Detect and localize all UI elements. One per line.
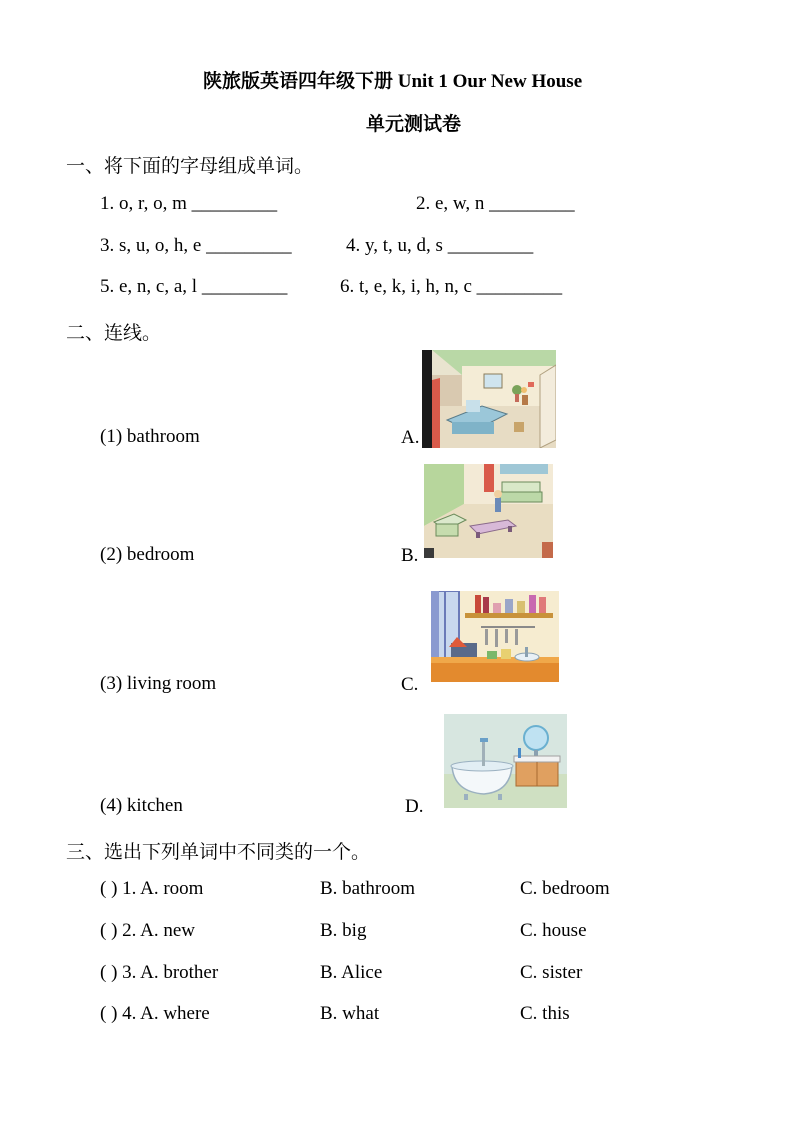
- choice-q4-c: C. this: [520, 1003, 570, 1024]
- section-1-heading: 一、将下面的字母组成单词。: [66, 156, 314, 177]
- match-letter-a: A.: [401, 427, 420, 448]
- match-letter-c: C.: [401, 674, 419, 695]
- choice-q2: ( ) 2. A. new: [100, 920, 195, 941]
- match-word-3: (3) living room: [100, 673, 217, 694]
- choice-q3-b: B. Alice: [320, 962, 383, 983]
- choice-q2-c: C. house: [520, 920, 587, 941]
- choice-q1-c: C. bedroom: [520, 878, 610, 899]
- match-word-4: (4) kitchen: [100, 795, 183, 816]
- choice-q1: ( ) 1. A. room: [100, 878, 204, 899]
- scramble-item-3: 3. s, u, o, h, e _________: [100, 235, 292, 256]
- match-word-1: (1) bathroom: [100, 426, 200, 447]
- choice-q4-b: B. what: [320, 1003, 380, 1024]
- scramble-item-6: 6. t, e, k, i, h, n, c _________: [340, 276, 563, 297]
- section-3-heading: 三、选出下列单词中不同类的一个。: [66, 842, 371, 863]
- match-word-2: (2) bedroom: [100, 544, 195, 565]
- choice-q4: ( ) 4. A. where: [100, 1003, 210, 1024]
- choice-q3: ( ) 3. A. brother: [100, 962, 219, 983]
- scramble-item-2: 2. e, w, n _________: [416, 193, 575, 214]
- match-letter-b: B.: [401, 545, 419, 566]
- bathroom-illustration: [444, 714, 567, 808]
- scramble-item-4: 4. y, t, u, d, s _________: [346, 235, 534, 256]
- match-letter-d: D.: [405, 796, 424, 817]
- section-2-heading: 二、连线。: [66, 323, 162, 344]
- living-room-illustration: [424, 464, 553, 558]
- choice-q2-b: B. big: [320, 920, 367, 941]
- scramble-item-1: 1. o, r, o, m _________: [100, 193, 278, 214]
- scramble-item-5: 5. e, n, c, a, l _________: [100, 276, 288, 297]
- choice-q1-b: B. bathroom: [320, 878, 415, 899]
- page-title: 陕旅版英语四年级下册 Unit 1 Our New House: [203, 71, 583, 92]
- kitchen-illustration: [431, 591, 559, 682]
- page-subtitle: 单元测试卷: [366, 114, 462, 135]
- bedroom-illustration: [422, 350, 556, 448]
- choice-q3-c: C. sister: [520, 962, 583, 983]
